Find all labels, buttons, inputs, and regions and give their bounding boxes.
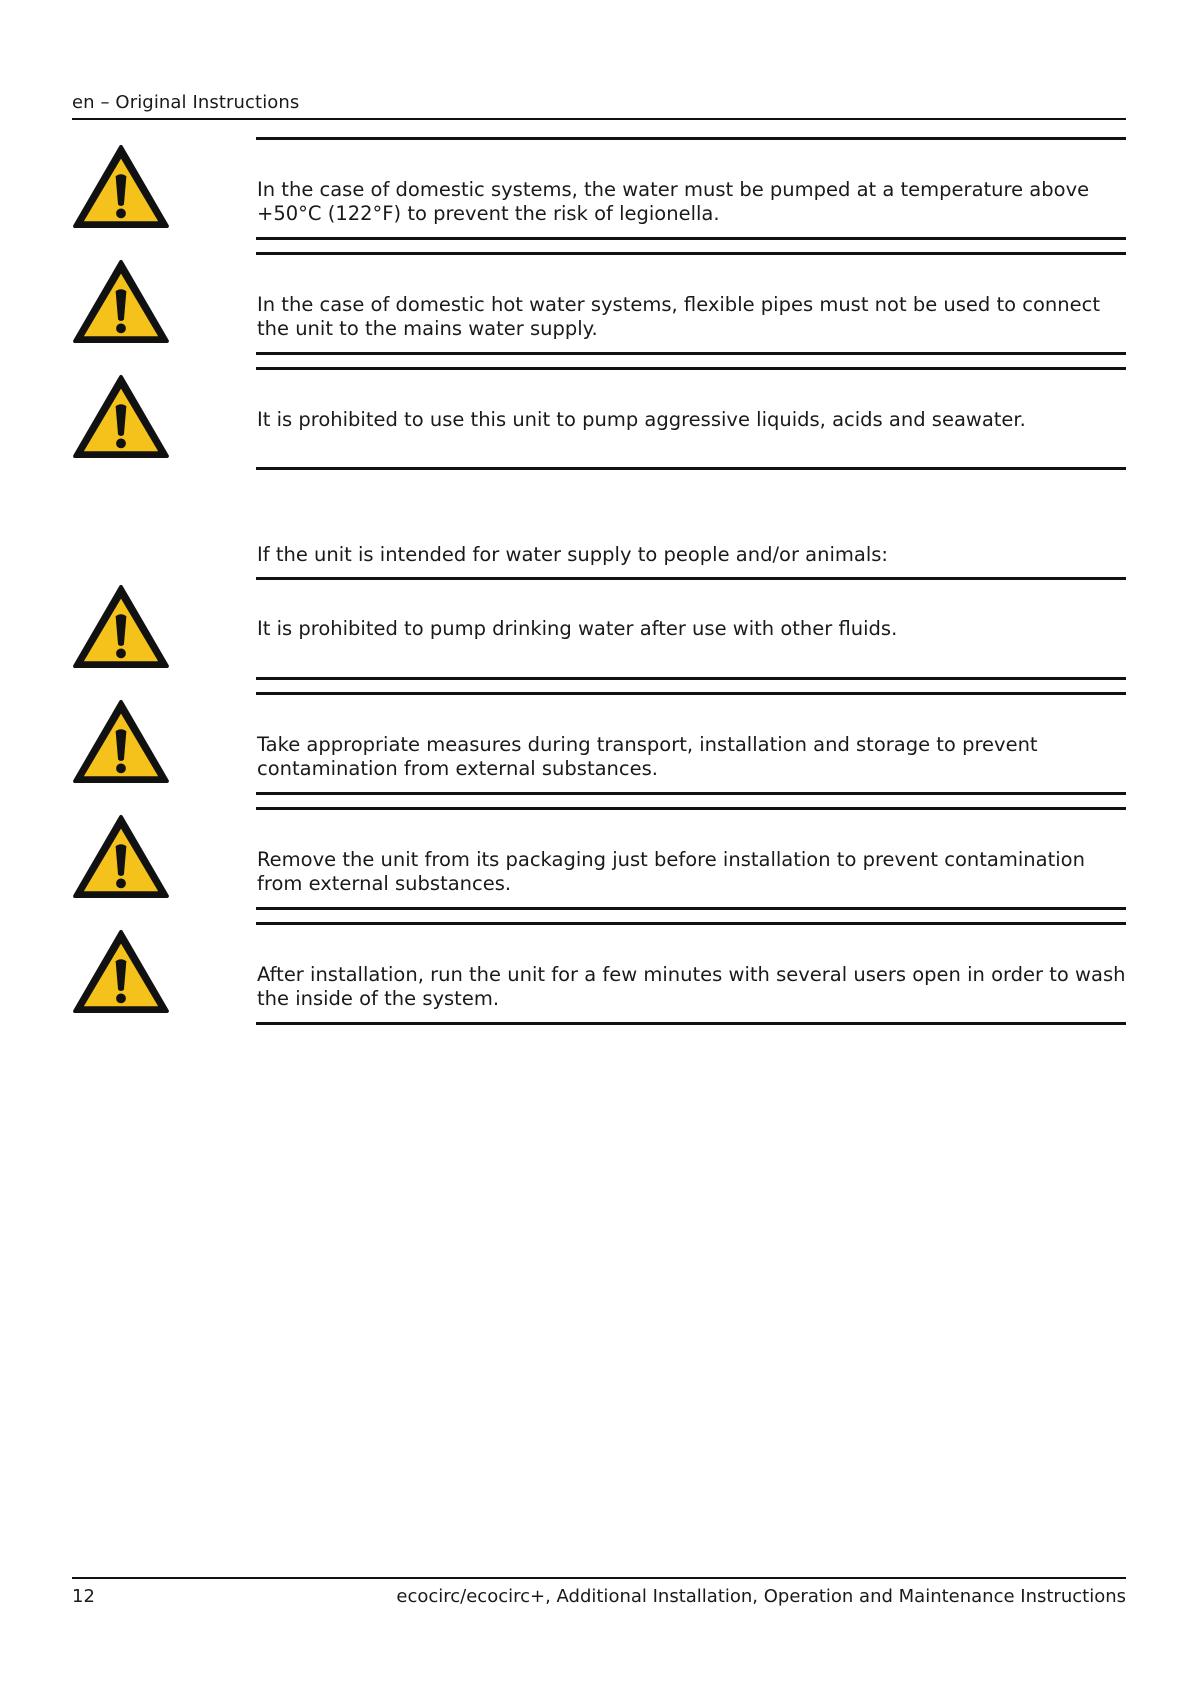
footer-divider (72, 1577, 1126, 1579)
supply-warning-4-text: After installation, run the unit for a few minutes with several users open in order to wash the inside of the system. (257, 963, 1126, 1010)
supply-intro-text: If the unit is intended for water supply to people and/or animals: (257, 543, 888, 566)
supply-warning-2-top-rule (256, 692, 1126, 695)
supply-warning-1-text: It is prohibited to pump drinking water after use with other fluids. (257, 617, 898, 640)
supply-warning-4-top-rule (256, 922, 1126, 925)
warning-2-text: In the case of domestic hot water systems, flexible pipes must not be used to connect the unit to the mains water supply. (257, 293, 1100, 340)
warning-3-top-rule (256, 367, 1126, 370)
supply-warning-1-bottom-rule (256, 677, 1126, 680)
supply-warning-4-bottom-rule (256, 1022, 1126, 1025)
warning-triangle-icon (72, 929, 170, 1015)
warning-triangle-icon (72, 584, 170, 670)
supply-warning-3-top-rule (256, 807, 1126, 810)
page-header-title: en – Original Instructions (72, 92, 300, 113)
warning-3-text: It is prohibited to use this unit to pump aggressive liquids, acids and seawater. (257, 408, 1026, 431)
supply-warning-3-bottom-rule (256, 907, 1126, 910)
warning-2-top-rule (256, 252, 1126, 255)
page-number: 12 (72, 1586, 95, 1607)
warning-2-bottom-rule (256, 352, 1126, 355)
supply-warning-2-bottom-rule (256, 792, 1126, 795)
supply-warning-1-top-rule (256, 577, 1126, 580)
warning-1-text: In the case of domestic systems, the water must be pumped at a temperature above +50°C (122°F) to prevent the risk of legionella. (257, 178, 1090, 225)
warning-1-top-rule (256, 137, 1126, 140)
supply-warning-3-text: Remove the unit from its packaging just before installation to prevent contamination from external substances. (257, 848, 1085, 895)
warning-triangle-icon (72, 374, 170, 460)
supply-warning-2-text: Take appropriate measures during transport, installation and storage to prevent contamination from external substances. (257, 733, 1038, 780)
warning-triangle-icon (72, 259, 170, 345)
footer-document-title: ecocirc/ecocirc+, Additional Installation, Operation and Maintenance Instructions (396, 1586, 1126, 1607)
header-divider (72, 118, 1126, 120)
warning-triangle-icon (72, 814, 170, 900)
warning-3-bottom-rule (256, 467, 1126, 470)
warning-triangle-icon (72, 144, 170, 230)
warning-triangle-icon (72, 699, 170, 785)
warning-1-bottom-rule (256, 237, 1126, 240)
